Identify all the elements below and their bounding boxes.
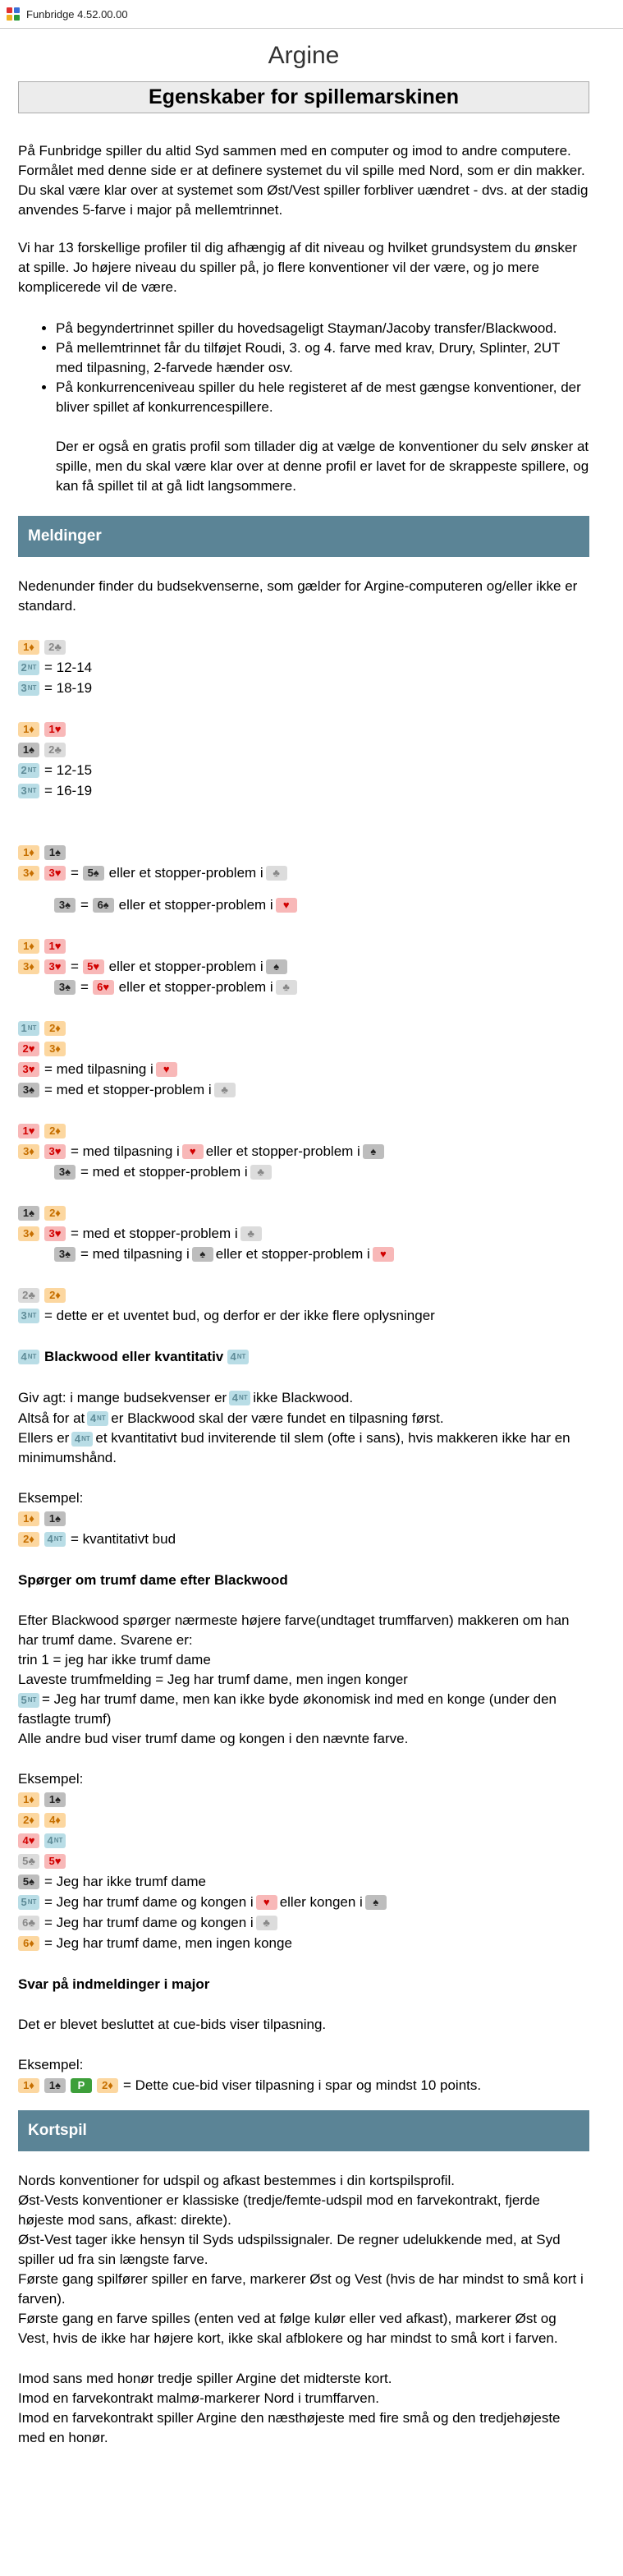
bid-text: = Jeg har trumf dame og kongen i bbox=[44, 1914, 254, 1930]
window-title: Funbridge 4.52.00.00 bbox=[26, 7, 128, 21]
bid-text: = med et stopper-problem i bbox=[71, 1225, 238, 1241]
bid-3h: 3♥ bbox=[44, 1144, 66, 1159]
bid-row bbox=[18, 1203, 589, 1223]
bid-row bbox=[18, 1912, 589, 1933]
bid-1d: 1♦ bbox=[18, 1511, 39, 1526]
cardplay-line: Første gang en farve spilles (enten ved at følge kulør eller ved afkast), markerer Øst og Vest, hvis de ikke har højere kort, ikke skal afblokere og har mindst to små kort i farven. bbox=[18, 2311, 558, 2346]
clubs-icon: ♣ bbox=[276, 980, 297, 995]
bid-3h: 3♥ bbox=[44, 1226, 66, 1241]
bid-6c: 6♣ bbox=[18, 1916, 39, 1930]
clubs-icon: ♣ bbox=[214, 1083, 236, 1097]
bid-5h: 5♥ bbox=[44, 1854, 66, 1869]
bid-4nt: 4 NT bbox=[227, 1350, 249, 1364]
bid-2d: 2♦ bbox=[97, 2078, 118, 2093]
bw-text: Ellers er bbox=[18, 1430, 70, 1446]
bid-1s: 1♠ bbox=[44, 845, 66, 860]
example-label: Eksempel: bbox=[18, 2057, 84, 2072]
bid-1h: 1♥ bbox=[44, 939, 66, 954]
bid-3nt: 3 NT bbox=[18, 681, 39, 696]
bid-3s: 3♠ bbox=[54, 1247, 76, 1262]
bid-3d: 3♦ bbox=[18, 866, 39, 881]
bid-1h: 1♥ bbox=[44, 722, 66, 737]
bw-text: Altså for at bbox=[18, 1410, 85, 1426]
logo-square bbox=[7, 15, 12, 21]
bid-text: eller et stopper-problem i bbox=[205, 1143, 360, 1159]
bid-4d: 4♦ bbox=[44, 1813, 66, 1828]
bid-text: eller kongen i bbox=[279, 1893, 363, 1910]
list-item: • På begyndertrinnet spiller du hovedsageligt Stayman/Jacoby transfer/Blackwood. bbox=[56, 319, 589, 338]
major-paragraph: Det er blevet besluttet at cue-bids viser tilpasning. bbox=[18, 2017, 327, 2032]
range-text: = 12-14 bbox=[44, 659, 93, 675]
queen-line: Laveste trumfmelding = Jeg har trumf dame, men ingen konger bbox=[18, 1672, 408, 1687]
bid-3s: 3♠ bbox=[54, 898, 76, 913]
intro-paragraph: På Funbridge spiller du altid Syd sammen med en computer og imod to andre computere. Formålet med denne side er at definere systemet du vil spille med Nord, som er din makker. Du skal være klar over at systemet som Øst/Vest spiller forbliver uændret - dvs. at der stadig anvendes 5-farve i major på mellemtrinnet. bbox=[18, 143, 589, 218]
bid-1d: 1♦ bbox=[18, 640, 39, 655]
text-row bbox=[18, 1387, 589, 1408]
bid-row bbox=[18, 1244, 589, 1264]
logo-square bbox=[14, 15, 20, 21]
queen-line: Alle andre bud viser trumf dame og kongen i den nævnte farve. bbox=[18, 1731, 409, 1746]
bid-3s: 3♠ bbox=[54, 980, 76, 995]
bw-text: er Blackwood skal der være fundet en tilpasning først. bbox=[111, 1410, 444, 1426]
bid-row bbox=[18, 719, 589, 739]
bid-text: = dette er et uventet bud, og derfor er der ikke flere oplysninger bbox=[44, 1307, 435, 1323]
bid-3d: 3♦ bbox=[18, 1226, 39, 1241]
bid-3s: 3♠ bbox=[18, 1083, 39, 1097]
clubs-icon: ♣ bbox=[240, 1226, 262, 1241]
bid-1s: 1♠ bbox=[44, 1792, 66, 1807]
overcall-major-heading: Svar på indmeldinger i major bbox=[18, 1976, 210, 1992]
bid-2nt: 2 NT bbox=[18, 763, 39, 778]
bid-4nt: 4 NT bbox=[44, 1532, 66, 1547]
cardplay-line: Imod en farvekontrakt spiller Argine den næsthøjeste med fire små og den tredjehøjeste med en honør. bbox=[18, 2410, 561, 2445]
bid-1s: 1♠ bbox=[18, 743, 39, 757]
cardplay-line: Øst-Vest tager ikke hensyn til Syds udspilssignaler. De regner udelukkende med, at Syd spiller ud fra sin længste farve. bbox=[18, 2232, 561, 2267]
queen-ask-heading: Spørger om trumf dame efter Blackwood bbox=[18, 1571, 288, 1588]
bw-paragraph bbox=[18, 1428, 589, 1468]
bid-row bbox=[18, 1830, 589, 1851]
spades-icon: ♠ bbox=[192, 1247, 213, 1262]
bid-1d: 1♦ bbox=[18, 2078, 39, 2093]
bid-row bbox=[18, 1892, 589, 1912]
cardplay-line: Nords konventioner for udspil og afkast bestemmes i din kortspilsprofil. bbox=[18, 2173, 455, 2188]
bid-row bbox=[18, 842, 589, 862]
bid-4nt: 4 NT bbox=[18, 1350, 39, 1364]
bid-row bbox=[18, 739, 589, 760]
bid-row bbox=[18, 2075, 589, 2095]
bid-4nt: 4 NT bbox=[44, 1833, 66, 1848]
pass-bid: P bbox=[71, 2078, 92, 2093]
bid-6s: 6♠ bbox=[93, 898, 114, 913]
content-page[interactable] bbox=[0, 42, 606, 2448]
bid-row bbox=[18, 1018, 589, 1038]
bid-5h: 5♥ bbox=[83, 959, 104, 974]
bid-1s: 1♠ bbox=[18, 1206, 39, 1221]
bid-row bbox=[18, 1851, 589, 1871]
bid-text: eller et stopper-problem i bbox=[108, 864, 263, 881]
bid-2d: 2♦ bbox=[44, 1288, 66, 1303]
bw-text: Giv agt: i mange budsekvenser er bbox=[18, 1389, 227, 1405]
bid-row bbox=[18, 1508, 589, 1529]
bid-text: = med tilpasning i bbox=[44, 1060, 153, 1077]
bid-6d: 6♦ bbox=[18, 1936, 39, 1951]
bid-row: 3♠ = 6♠ eller et stopper-problem i ♥ bbox=[18, 895, 589, 915]
bid-text: = kvantitativt bud bbox=[71, 1530, 176, 1547]
bid-row bbox=[18, 1305, 589, 1326]
hearts-icon: ♥ bbox=[182, 1144, 204, 1159]
bid-1d: 1♦ bbox=[18, 939, 39, 954]
hearts-icon: ♥ bbox=[276, 898, 297, 913]
intro-paragraph: Vi har 13 forskellige profiler til dig afhængig af dit niveau og hvilket grundsystem du ønsker at spille. Jo højere niveau du spiller på, jo flere konventioner vil der være, og jo mere komplicerede vil de være. bbox=[18, 240, 577, 295]
bid-2d: 2♦ bbox=[18, 1813, 39, 1828]
bid-2c: 2♣ bbox=[44, 640, 66, 655]
hearts-icon: ♥ bbox=[256, 1895, 277, 1910]
bid-4nt: 4 NT bbox=[71, 1432, 93, 1447]
cardplay-line: Første gang spilfører spiller en farve, markerer Øst og Vest (hvis de har mindst to små kort i farven). bbox=[18, 2271, 584, 2307]
bid-row bbox=[18, 1285, 589, 1305]
bid-1nt: 1 NT bbox=[18, 1021, 39, 1036]
clubs-icon: ♣ bbox=[250, 1165, 272, 1180]
bid-3h: 3♥ bbox=[18, 1062, 39, 1077]
section-header-bidding: Meldinger bbox=[18, 516, 589, 557]
bid-3d: 3♦ bbox=[44, 1042, 66, 1056]
heading-text: Blackwood eller kvantitativ bbox=[44, 1348, 224, 1364]
bid-row bbox=[18, 1223, 589, 1244]
bid-row bbox=[18, 1933, 589, 1953]
bid-5s: 5♠ bbox=[18, 1874, 39, 1889]
text-row bbox=[18, 1408, 589, 1428]
bid-1d: 1♦ bbox=[18, 1792, 39, 1807]
bid-2c: 2♣ bbox=[44, 743, 66, 757]
bid-text: eller et stopper-problem i bbox=[118, 896, 273, 913]
bid-5c: 5♣ bbox=[18, 1854, 39, 1869]
cardplay-line: Imod sans med honør tredje spiller Argine det midterste kort. bbox=[18, 2371, 392, 2386]
logo-square bbox=[7, 7, 12, 13]
hearts-icon: ♥ bbox=[156, 1062, 177, 1077]
bid-row bbox=[18, 657, 589, 678]
example-label: Eksempel: bbox=[18, 1771, 84, 1787]
bid-text: = med tilpasning i bbox=[71, 1143, 180, 1159]
bid-4h: 4♥ bbox=[18, 1833, 39, 1848]
bid-row bbox=[18, 637, 589, 657]
logo-square bbox=[14, 7, 20, 13]
bid-3s: 3♠ bbox=[54, 1165, 76, 1180]
range-text: = 16-19 bbox=[44, 782, 93, 798]
bid-text: eller et stopper-problem i bbox=[108, 958, 263, 974]
bid-row bbox=[18, 780, 589, 801]
bidding-intro: Nedenunder finder du budsekvenserne, som gælder for Argine-computeren og/eller ikke er standard. bbox=[18, 578, 578, 614]
bid-row bbox=[18, 1162, 589, 1182]
funbridge-logo-icon bbox=[7, 7, 20, 21]
bid-text: = med tilpasning i bbox=[80, 1245, 190, 1262]
bid-4nt: 4 NT bbox=[87, 1411, 108, 1426]
profile-list bbox=[18, 319, 589, 417]
hearts-icon: ♥ bbox=[373, 1247, 394, 1262]
queen-line bbox=[18, 1690, 589, 1729]
bid-1s: 1♠ bbox=[44, 2078, 66, 2093]
bw-text: ikke Blackwood. bbox=[253, 1389, 354, 1405]
bid-row bbox=[18, 1038, 589, 1059]
bid-row: 3♦ 3♥ = 5♥ eller et stopper-problem i ♠ bbox=[18, 956, 589, 977]
bw-text: et kvantitativt bud inviterende til slem (ofte i sans), hvis makkeren ikke har en minimumshånd. bbox=[18, 1430, 570, 1465]
bid-text: eller et stopper-problem i bbox=[118, 978, 273, 995]
bid-row bbox=[18, 1871, 589, 1892]
bid-text: = Jeg har ikke trumf dame bbox=[44, 1873, 207, 1889]
bid-text: eller et stopper-problem i bbox=[215, 1245, 370, 1262]
spades-icon: ♠ bbox=[365, 1895, 387, 1910]
range-text: = 18-19 bbox=[44, 679, 93, 696]
bid-1d: 1♦ bbox=[18, 845, 39, 860]
bid-2d: 2♦ bbox=[44, 1206, 66, 1221]
bid-3nt: 3 NT bbox=[18, 784, 39, 798]
bid-5nt: 5 NT bbox=[18, 1693, 39, 1708]
range-text: = 12-15 bbox=[44, 761, 93, 778]
list-item: • På konkurrenceniveau spiller du hele registeret af de mest gængse konventioner, der bliver spillet af konkurrencespillere. bbox=[56, 378, 589, 417]
bid-row bbox=[18, 678, 589, 698]
example-label: Eksempel: bbox=[18, 1490, 84, 1506]
bid-row bbox=[18, 1120, 589, 1141]
bid-text: = med et stopper-problem i bbox=[80, 1163, 248, 1180]
bid-row bbox=[18, 1529, 589, 1549]
bid-4nt: 4 NT bbox=[229, 1391, 250, 1405]
window-titlebar bbox=[0, 0, 623, 29]
bid-5s: 5♠ bbox=[83, 866, 104, 881]
bid-3d: 3♦ bbox=[18, 1144, 39, 1159]
bid-text: = Jeg har trumf dame og kongen i bbox=[44, 1893, 254, 1910]
queen-paragraph: Efter Blackwood spørger nærmeste højere farve(undtaget trumffarven) makkeren om han har trumf dame. Svarene er: bbox=[18, 1612, 570, 1648]
bid-text: = Dette cue-bid viser tilpasning i spar og mindst 10 points. bbox=[123, 2077, 482, 2093]
bid-2d: 2♦ bbox=[18, 1532, 39, 1547]
cardplay-line: Øst-Vests konventioner er klassiske (tredje/femte-udspil mod en farvekontrakt, fjerde højeste mod sans, afkast: direkte). bbox=[18, 2192, 540, 2228]
bid-text: = med et stopper-problem i bbox=[44, 1081, 212, 1097]
bid-row bbox=[18, 1810, 589, 1830]
bid-2d: 2♦ bbox=[44, 1124, 66, 1138]
bid-row bbox=[18, 760, 589, 780]
queen-line: trin 1 = jeg har ikke trumf dame bbox=[18, 1652, 211, 1668]
bid-row bbox=[18, 1079, 589, 1100]
bid-2h: 2♥ bbox=[18, 1042, 39, 1056]
spades-icon: ♠ bbox=[363, 1144, 384, 1159]
page-heading: Egenskaber for spillemarskinen bbox=[18, 81, 589, 113]
clubs-icon: ♣ bbox=[266, 866, 287, 881]
bid-row: 3♠ = 6♥ eller et stopper-problem i ♣ bbox=[18, 977, 589, 997]
spades-icon: ♠ bbox=[266, 959, 287, 974]
bid-3d: 3♦ bbox=[18, 959, 39, 974]
bid-row bbox=[18, 1789, 589, 1810]
bid-row: 3♦ 3♥ = 5♠ eller et stopper-problem i ♣ bbox=[18, 862, 589, 883]
bid-1d: 1♦ bbox=[18, 722, 39, 737]
bid-1h: 1♥ bbox=[18, 1124, 39, 1138]
bid-row bbox=[18, 1059, 589, 1079]
bid-2nt: 2 NT bbox=[18, 660, 39, 675]
bid-5nt: 5 NT bbox=[18, 1895, 39, 1910]
bid-3h: 3♥ bbox=[44, 959, 66, 974]
list-item: • På mellemtrinnet får du tilføjet Roudi, 3. og 4. farve med krav, Drury, Splinter, 2UT med tilpasning, 2-farvede hænder osv. bbox=[56, 338, 589, 378]
bid-row bbox=[18, 1141, 589, 1162]
bid-text: = Jeg har trumf dame, men kan ikke byde økonomisk ind med en konge (under den fastlagte trumf) bbox=[18, 1691, 557, 1727]
bid-2d: 2♦ bbox=[44, 1021, 66, 1036]
free-profile-paragraph: Der er også en gratis profil som tillader dig at vælge de konventioner du selv ønsker at spille, men du skal være klar over at denne profil er lavet for de skrappeste spillere, og kan få spillet til at gå lidt langsommere. bbox=[56, 439, 589, 494]
blackwood-heading bbox=[18, 1346, 589, 1367]
section-header-cardplay: Kortspil bbox=[18, 2110, 589, 2151]
bid-2c: 2♣ bbox=[18, 1288, 39, 1303]
bid-row bbox=[18, 936, 589, 956]
cardplay-line: Imod en farvekontrakt malmø-markerer Nord i trumffarven. bbox=[18, 2390, 379, 2406]
bid-text: = Jeg har trumf dame, men ingen konge bbox=[44, 1934, 292, 1951]
bid-3h: 3♥ bbox=[44, 866, 66, 881]
clubs-icon: ♣ bbox=[256, 1916, 277, 1930]
bid-6h: 6♥ bbox=[93, 980, 114, 995]
bid-3nt: 3 NT bbox=[18, 1309, 39, 1323]
app-title: Argine bbox=[268, 42, 340, 69]
bid-1s: 1♠ bbox=[44, 1511, 66, 1526]
